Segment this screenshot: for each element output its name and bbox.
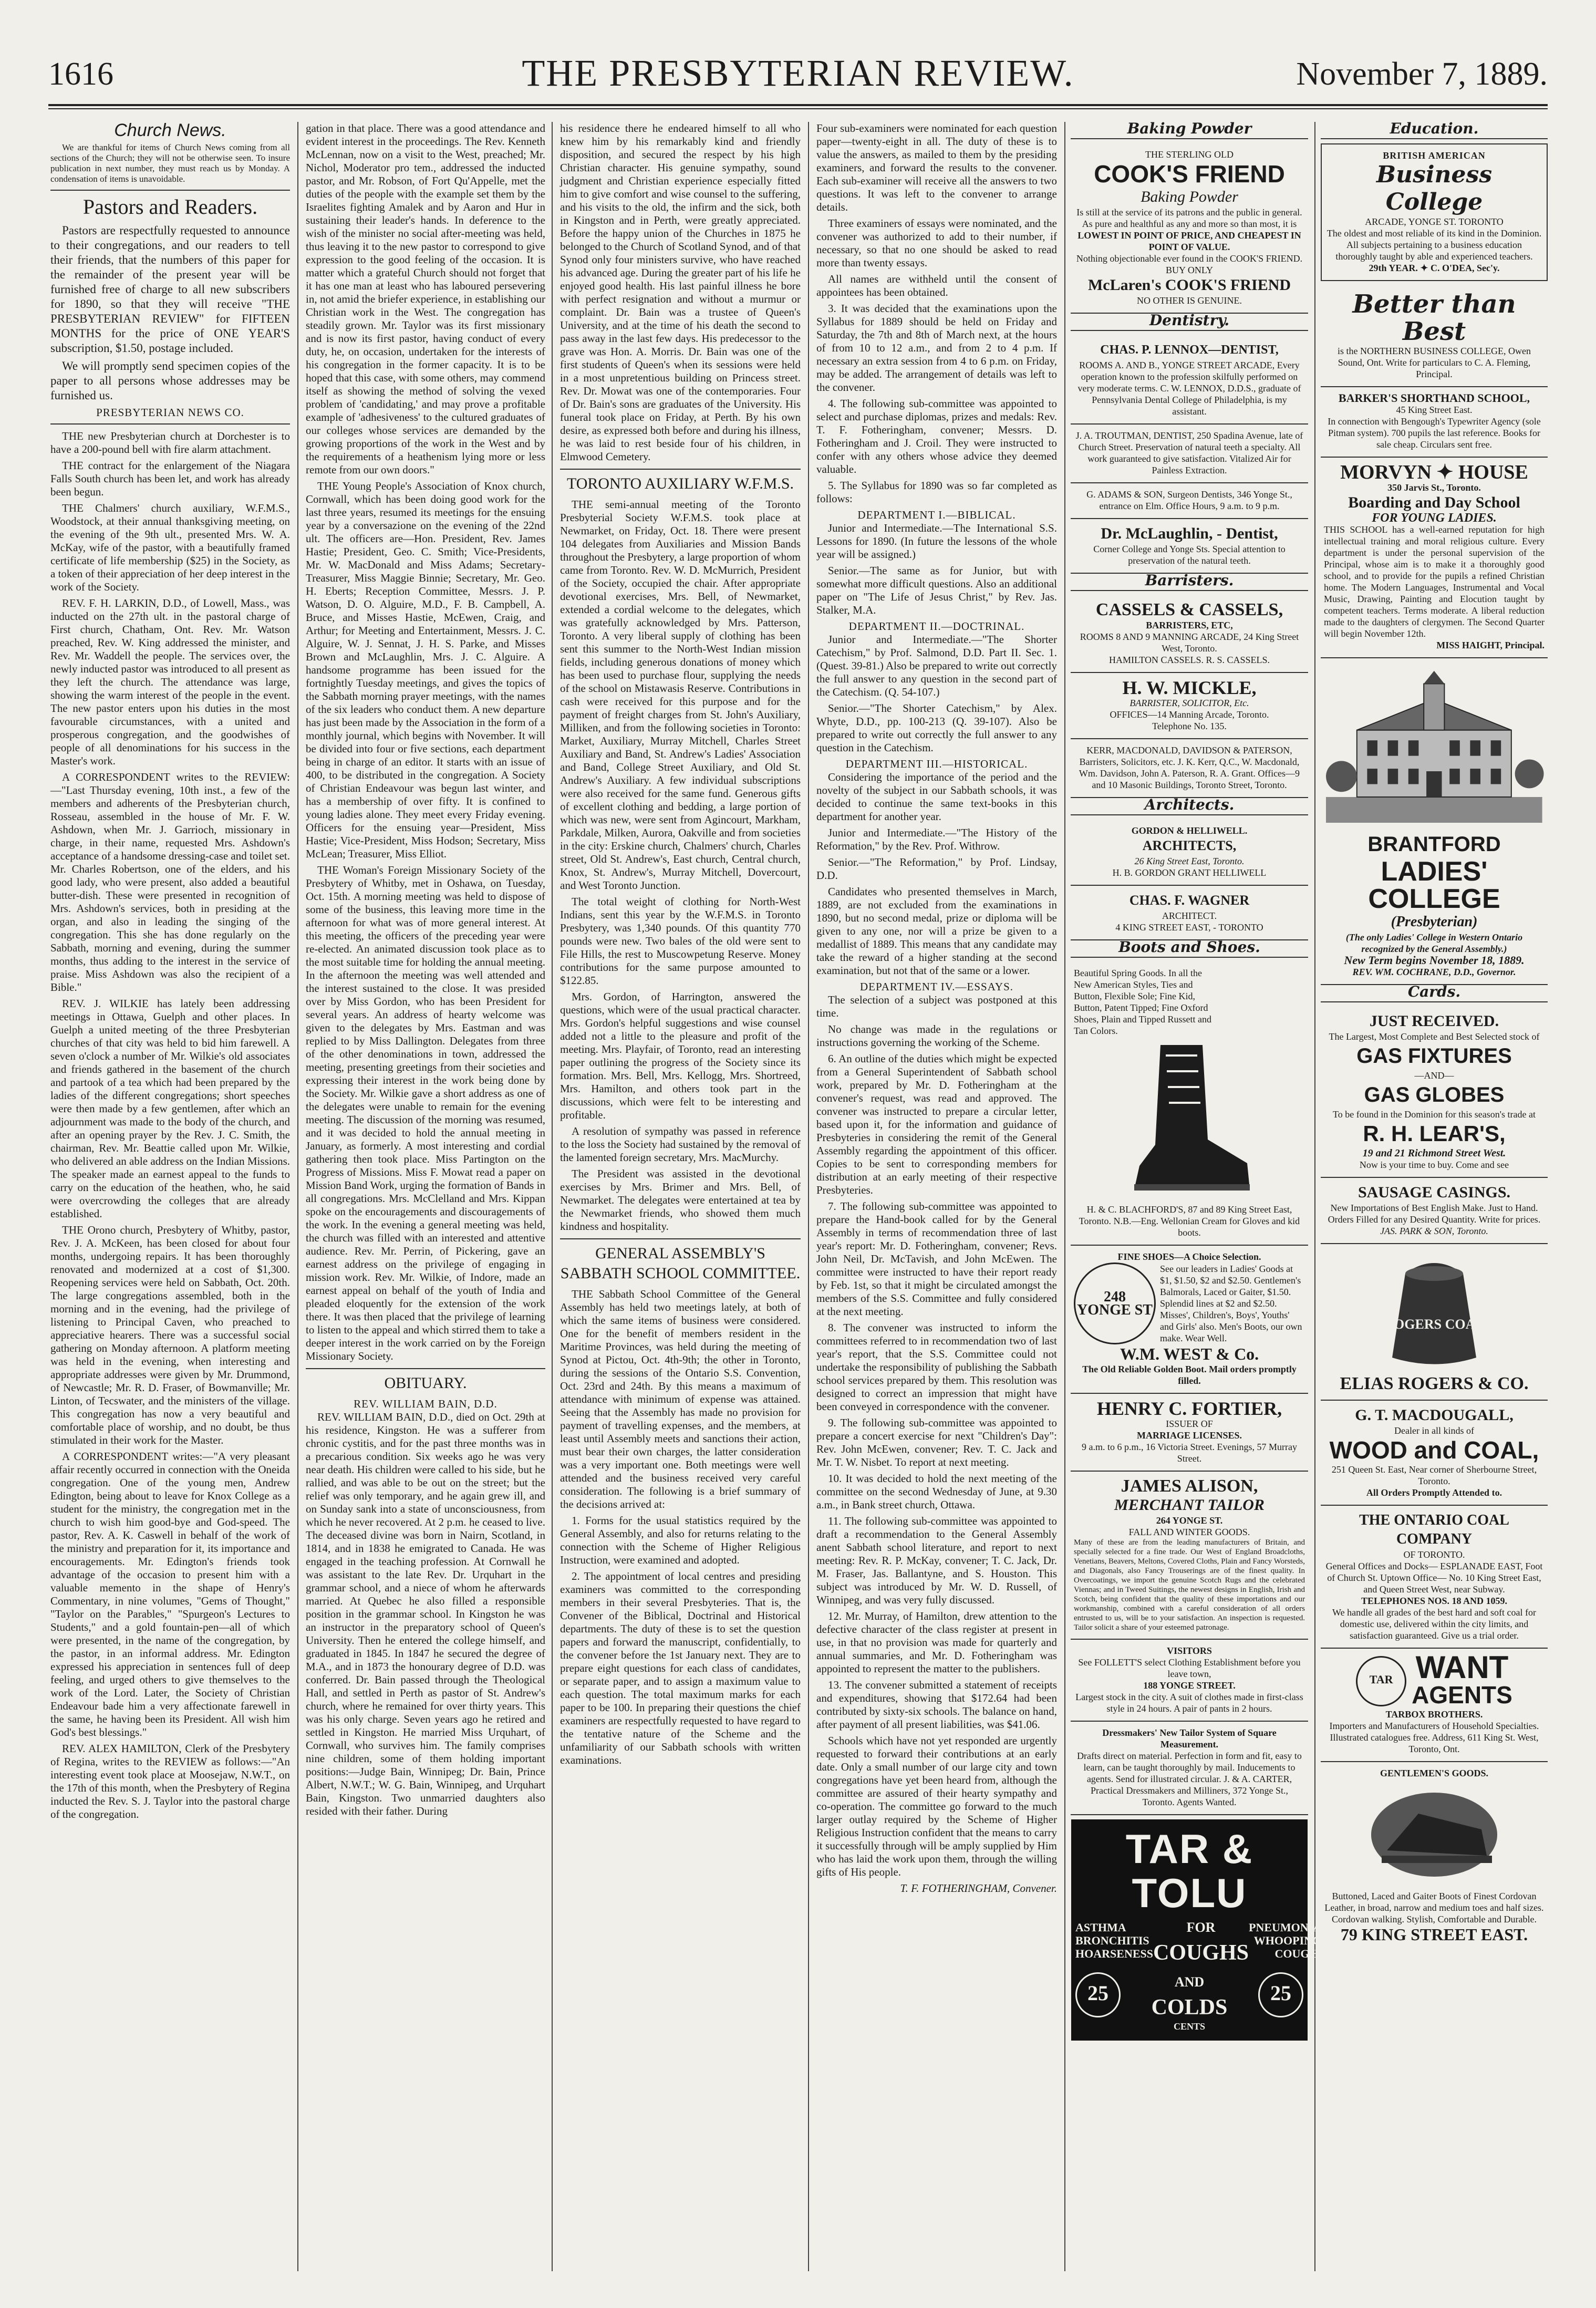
ad-text: COLDS [1151, 1995, 1228, 2020]
ad-title: VISITORS [1167, 1645, 1212, 1656]
article-heading: Pastors and Readers. [50, 190, 290, 219]
ad-text: To be found in the Dominion for this season's trade at [1333, 1109, 1536, 1120]
article-paragraph: Senior.—"The Shorter Catechism," by Alex. Whyte, D.D., pp. 100-213 (Q. 39-107). Also be prepared to write out correctly the full answer to any question in the Catechism. [816, 702, 1057, 754]
article-heading: TORONTO AUXILIARY W.F.M.S. [560, 469, 801, 494]
ad-text: Now is your time to buy. Come and see [1359, 1160, 1509, 1170]
news-item: THE Young People's Association of Knox church, Cornwall, which has been doing good work for the last three years, resumed its meetings for the ensuing year by a conversazione on the evening of the 22nd ult. The officers are—Hon. President, Rev. James Hastie; President, Geo. C. Smith; Vice-Presidents, Mr. W. MacDonald and Miss Adams; Secretary-Treasurer, Miss Maggie Binnie; Secretary, Mr. Geo. H. Eberts; Reception Committee, Messrs. J. P. Watson, D. O. Alguire, M.D., F. B. Campbell, A. Bruce, and Misses Hastie, McEwen, Craig, and Arthur; for Meeting and Entertainment, Messrs. J. C. Alguire, W. J. Sennat, J. H. S. Parke, and Misses Brown and McLaughlin, Mrs. J. C. Alguire. A handsome programme has been issued for the fortnightly Tuesday meetings, and gives the topics of the Sabbath morning prayer meetings, with the names of the six leaders who conduct them. A new departure has just been made by the Association in the form of a monthly journal, which begins with November. It will be divided into four or five sections, each department being in charge of an editor. It starts with an issue of 400, to be distributed in the congregation. A Society of Christian Endeavour was begun last winter, and has a membership of over fifty. It is confined to young ladies alone. They meet every Friday evening. Officers for the ensuing year—President, Miss Hastie; Vice-President, Miss Hodson; Secretary, Miss McLean; Treasurer, Miss Elliot. [306, 480, 545, 860]
ad-title: LADIES' COLLEGE [1368, 856, 1500, 914]
department-heading: DEPARTMENT II.—DOCTRINAL. [848, 620, 1025, 633]
ad-text: LOWEST IN POINT OF PRICE, AND CHEAPEST IN POINT OF VALUE. [1077, 230, 1301, 252]
ad-section-heading: Architects. [1071, 798, 1308, 815]
article-paragraph: 13. The convener submitted a statement of receipts and expenditures, showing that $172.64 had been contributed by sixty-six schools. The balance on hand, after payment of all present liabilities, was $41.06. [816, 1679, 1057, 1731]
obituary-subheading: REV. WILLIAM BAIN, D.D. [354, 1398, 498, 1410]
college-building-illustration [1326, 667, 1542, 824]
ad-text: WHOOPING [1253, 1933, 1322, 1947]
ad-text: BRITISH AMERICAN [1383, 150, 1486, 161]
obituary-heading: OBITUARY. [306, 1368, 545, 1393]
ad-alison [1071, 1472, 1308, 1640]
ad-mickle [1071, 673, 1308, 739]
article-paragraph: The selection of a subject was postponed at this time. [816, 993, 1057, 1019]
column-divider [808, 122, 809, 2271]
ad-ontario-coal [1321, 1506, 1548, 1649]
ad-text: Drafts direct on material. Perfection in form and fit, easy to learn, can be taught thoroughly by mail. Inducements to agents. Send for illustrated circular. J. & A. CARTER, Practical Dressmakers and Milliners, 372 Yonge St., Toronto. Agents Wanted. [1077, 1751, 1302, 1807]
ad-text: COUGH. [1274, 1947, 1322, 1960]
ad-cooks-friend [1071, 143, 1308, 314]
article-paragraph: Considering the importance of the period and the novelty of the subject in our Sabbath schools, it was decided to continue the same text-books in this department for another year. [816, 771, 1057, 823]
column-3 [560, 122, 801, 2281]
ad-text: 188 YONGE STREET. [1143, 1680, 1236, 1691]
ad-subtitle: ISSUER OF [1166, 1419, 1213, 1429]
ad-text: 350 Jarvis St., Toronto. [1387, 482, 1481, 493]
ad-brand: TARBOX BROTHERS. [1385, 1709, 1483, 1720]
ad-british-american [1321, 143, 1548, 281]
ad-text: PNEUMONIA [1249, 1920, 1322, 1934]
ad-text: Telephone No. 135. [1152, 721, 1227, 731]
ad-title: AGENTS [1412, 1681, 1512, 1709]
ad-text: 45 King Street East. [1396, 405, 1473, 415]
ad-section-heading: Boots and Shoes. [1071, 940, 1308, 958]
ad-text: REV. WM. COCHRANE, D.D., Governor. [1352, 967, 1516, 977]
ad-text: ROOMS 8 AND 9 MANNING ARCADE, 24 King Street West, Toronto. [1080, 632, 1299, 654]
ad-text: (The only Ladies' College in Western Ontario recognized by the General Assembly.) [1345, 932, 1523, 954]
ad-text: Is still at the service of its patrons and the public in general. As pure and healthful as any and more so than most, it is [1076, 207, 1302, 229]
signoff: T. F. FOTHERINGHAM, Convener. [900, 1882, 1057, 1895]
ad-title: G. T. MACDOUGALL, [1355, 1406, 1514, 1424]
ad-text: HOARSENESS [1075, 1947, 1153, 1960]
ad-title: JAMES ALISON, [1121, 1476, 1258, 1496]
ad-title: BARKER'S SHORTHAND SCHOOL, [1338, 391, 1530, 405]
ad-tarbox [1321, 1649, 1548, 1762]
ad-title: GORDON & HELLIWELL. [1131, 825, 1248, 836]
ad-wagner [1071, 886, 1308, 940]
ad-title: GAS FIXTURES [1356, 1044, 1512, 1068]
ad-fortier [1071, 1394, 1308, 1472]
news-item: THE new Presbyterian church at Dorchester is to have a 200-pound bell with fire alarm attachment. [50, 430, 290, 456]
article-paragraph: Senior.—The same as for Junior, but with somewhat more difficult questions. Also an additional paper on "The Life of Jesus Christ," by Rev. Jas. Stalker, M.A. [816, 564, 1057, 616]
ad-text: FOR [1186, 1920, 1216, 1935]
ad-text: CENTS [1173, 2021, 1206, 2032]
news-item: THE Orono church, Presbytery of Whitby, pastor, Rev. J. A. McKeen, has been closed for about four months, undergoing repairs. It has been thoroughly renovated and modernized at a cost of $1,300. Reopening services were held on Sabbath, Oct. 20th. The large congregations assembled, both in the morning and in the evening, had the privilege of listening to Principal Caven, who preached to appreciative hearers. There was a successful social gathering on Monday afternoon. A platform meeting was held in the evening, when interesting and appropriate addresses were given by Mr. Drummond, of Newcastle; Mr. R. D. Fraser, of Bowmanville; Mr. Linton, of Tecswater, and the ministers of the village. This congregation has now a very beautiful and comfortable place of worship, and no doubt, be thus stimulated in their work for the Master. [50, 1224, 290, 1446]
ad-subtitle: BARRISTERS, ETC, [1146, 620, 1233, 630]
ad-text: Largest stock in the city. A suit of clothes made in first-class style in 24 hours. A pair of pants in 2 hours. [1075, 1692, 1303, 1714]
ad-title: TAR & TOLU [1125, 1826, 1253, 1916]
page-header [48, 46, 1548, 95]
ad-text: 264 YONGE ST. [1156, 1515, 1223, 1526]
section-title: Church News. [114, 120, 226, 140]
news-item: gation in that place. There was a good attendance and evident interest in the proceedings. The Rev. Kenneth McLennan, now on a visit to the West, preached; Mr. Nichol, Moderator pro tem., addressed the inducted pastor, and Mr. Robson, of Fort Qu'Appelle, met the duties of the people with the example set them by the Israelites fighting Amalek and by Aaron and Hur in sustaining their leader's hands. In deference to the wish of the minister no social after-meeting was held, thus leaving it to the new pastor to correspond to give expression to the good feeling of the occasion. It is matter which a grateful Church should not forget that it has one man at least who has laboured persevering in, not amid the briefer experience, in establishing our Christian work in the West. The congregation has steadily grown. Mr. Taylor was its first missionary and is now its first pastor, having conduct of every duty, he, on occasion, undertaken for the interests of his congregation in the former capacity. It is to be hoped that this case, with some others, may commend itself as showing the method of solving the vexed problem of 'candidating,' and may prove a profitable example of 'adhesiveness' to the cultured graduates of our colleges whose services are demanded by the growing proportions of the work in the West and by the requirements of a heathenism lying more or less remote from our own doors." [306, 122, 545, 476]
article-paragraph: 12. Mr. Murray, of Hamilton, drew attention to the defective character of the class register at present in use, in that no provision was made for quarterly and annual summaries, and Mr. D. Fotheringham was appointed to represent the matter to the publishers. [816, 1610, 1057, 1675]
article-paragraph: 9. The following sub-committee was appointed to prepare a concert exercise for next "Children's Day": Rev. John McEwen, convener; Rev. T. C. Jack and Mr. T. W. Nisbet. To report at next meeting. [816, 1416, 1057, 1468]
column-1 [50, 122, 290, 2281]
ad-text: Buttoned, Laced and Gaiter Boots of Finest Cordovan Leather, in broad, narrow and medium toes and half sizes. Cordovan walking. Stylish, Comfortable and Durable. [1324, 1891, 1544, 1924]
article-paragraph: 7. The following sub-committee was appointed to prepare the Hand-book called for by the General Assembly in terms of recommendation three of last year's report: Mr. D. Fotheringham, convener; Revs. John Neil, Dr. McTavish, and John McEwen. The committee were instructed to have their report ready by Feb. 1st, so that it might be circulated amongst the members of the S.S. Committee and fully considered at the next meeting. [816, 1200, 1057, 1318]
ad-title: MORVYN ✦ HOUSE [1340, 461, 1528, 483]
article-paragraph: 5. The Syllabus for 1890 was so far completed as follows: [816, 479, 1057, 505]
ad-follett [1071, 1640, 1308, 1722]
ad-text: —AND— [1414, 1070, 1454, 1081]
ad-dressmakers [1071, 1722, 1308, 1815]
ad-text: COUGHS [1153, 1941, 1249, 1965]
ad-title: Dr. McLaughlin, - Dentist, [1101, 525, 1278, 542]
ad-text: is the NORTHERN BUSINESS COLLEGE, Owen Sound, Ont. Write for particulars to C. A. Fleming, Principal. [1338, 346, 1531, 379]
ad-title: Better than Best [1352, 289, 1516, 346]
article-paragraph: 1. Forms for the usual statistics required by the General Assembly, and also for returns relating to the connection with the Scheme of Higher Religious Instruction, were examined and adopted. [560, 1514, 801, 1566]
ad-subtitle: Boarding and Day School [1348, 494, 1520, 511]
ad-text: Importers and Manufacturers of Household Specialties. Illustrated catalogues free. Address, 611 King St. West, Toronto, Ont. [1329, 1721, 1539, 1754]
ad-text: OFFICES—14 Manning Arcade, Toronto. [1110, 709, 1269, 720]
ad-brand: W.M. WEST & Co. [1120, 1344, 1259, 1363]
ad-text: G. ADAMS & SON, Surgeon Dentists, 346 Yonge St., entrance on Elm. Office Hours, 9 a.m. to 9 p.m. [1086, 489, 1292, 511]
ad-text: BRONCHITIS [1075, 1933, 1149, 1947]
ad-text: THE STERLING OLD [1145, 149, 1234, 160]
ad-title: WANT [1415, 1650, 1509, 1685]
news-item: A CORRESPONDENT writes:—"A very pleasant affair recently occurred in connection with the Oneida congregation. One of the young men, Andrew Edington, being about to leave for Knox College as a student for the ministry, the congregation met in the church to wish him good-bye and God-speed. The pastor, Rev. A. K. Caswell in behalf of the work of the ministry and preparation for it, its importance and encouragements. Mr. Edington's friends took advantage of the occasion to present him with a valuable memento in the shape of Henry's Commentary, in nine volumes, "Gems of Thought," "Taylor on the Parables," "Spurgeon's Lectures to Students," and a gold fountain-pen—all of which were presented, in the name of the congregation, by the pastor, in an informal address. Mr. Edington expressed his appreciation in sentences full of deep feeling, and urged others to give themselves to the work of the Lord. Later, the Society of Christian Endeavour bade him a very affectionate farewell in the same, he having been its President. All wish him God's best blessings." [50, 1450, 290, 1738]
ad-title: ROGERS COAL [1384, 1317, 1485, 1332]
ad-west [1071, 1246, 1308, 1394]
ad-text: General Offices and Docks— ESPLANADE EAST, Foot of Church St. Uptown Office— No. 10 King Street East, and Queen Street West, near Subway. [1325, 1561, 1543, 1595]
ad-lennox [1071, 335, 1308, 425]
ad-subtitle: ARCHITECTS, [1142, 838, 1237, 853]
article-paragraph: 8. The convener was instructed to inform the committees referred to in recommendation two of last year's report, that the S.S. Committee could not undertake the responsibility of publishing the Sabbath school services prepared by them. This resolution was designed to correct an impression that might have been conveyed in correspondence with the convener. [816, 1321, 1057, 1413]
article-paragraph: THE Sabbath School Committee of the General Assembly has held two meetings lately, at both of which the same items of business were considered. One for the benefit of members resident in the Maritime Provinces, was held during the meeting of Synod at Pictou, Oct. 4th-9th; the other in Toronto, during the sessions of the Ontario S.S. Convention, Oct. 23rd and 24th. By this means a maximum of attendance with minimum of expense was attained. Seeing that the Assembly has made no provision for payment of travelling expenses, and the members, at least until Assembly meets and sanctions their action, must bear their own charges, the latter consideration was a very important one. Both meetings were well attended and the business received very careful consideration. The following is a brief summary of the decisions arrived at: [560, 1288, 801, 1510]
article-paragraph: 11. The following sub-committee was appointed to draft a recommendation to the General Assembly anent Sabbath school literature, and report to next meeting: Rev. R. P. McKay, convener; T. C. Jack, Dr. M. Fraser, Jas. Ballantyne, and S. Houston. This subject was introduced by Mr. W. D. Russell, of Winnipeg, and was very fully discussed. [816, 1515, 1057, 1606]
store-sign: 248 YONGE ST [1074, 1262, 1156, 1344]
ad-subtitle: (Presbyterian) [1391, 914, 1478, 930]
ad-text: MISS HAIGHT, Principal. [1436, 640, 1545, 650]
ad-brand: 79 KING STREET EAST. [1340, 1925, 1528, 1944]
article-paragraph: 2. The appointment of local centres and presiding examiners was committed to the corresponding members in their several Presbyteries. That is, the Convener of the Biblical, Doctrinal and Historical departments. The duty of these is to set the question papers and forward the manuscript, confidentially, to the convener before the 1st January next. They are to prepare eight questions for each class of candidates, or separate paper, and to assign a maximum value to each question. The total maximum marks for each paper to be 100. In preparing their questions the chief examiners are respectfully requested to have regard to the tentative nature of the Scheme and the unfamiliarity of our Sabbath schools with written examinations. [560, 1570, 801, 1766]
news-item: REV. J. WILKIE has lately been addressing meetings in Ottawa, Guelph and other places. In Guelph a united meeting of the three Presbyterian churches of that city was held to bid him farewell. A seven o'clock a number of Mr. Wilkie's old associates and friends gathered in the basement of the church and partook of a tea which had been prepared by the ladies of the different congregations; short speeches were then made by a few gentlemen, after which an adjournment was made to the body of the church, and after an opening prayer by the Rev. J. C. Smith, the chairman, Rev. Mr. Beattie called upon Mr. Wilkie, who delivered an able address on the Indian Missions. The speaker made an earnest appeal to the funds to carry on the education of the heathen, who, he said were overcrowding the colleges that are already established. [50, 997, 290, 1220]
ad-brand: ELIAS ROGERS & CO. [1340, 1374, 1529, 1393]
ad-title: COOK'S FRIEND [1094, 160, 1285, 188]
article-paragraph: Candidates who presented themselves in March, 1889, are not excluded from the examinations in 1890, but no second medal, prize or diploma will be given to any one, nor will a prize be given to a medallist of 1889. This means that any candidate may take the reward of a higher standing at the second examination, but not that of the same or a lower. [816, 885, 1057, 977]
ad-text: 19 and 21 Richmond Street West. [1362, 1147, 1506, 1159]
article-paragraph: Junior and Intermediate.—"The Shorter Catechism," by Prof. Salmond, D.D. Part II. Sec. 1. (Quest. 39-81.) Also be prepared to write out correctly the full answer to any question in the second part of the Catechism. (Q. 54-107.) [816, 633, 1057, 698]
department-heading: DEPARTMENT III.—HISTORICAL. [845, 758, 1028, 770]
column-divider [1064, 122, 1065, 2271]
ad-text: The oldest and most reliable of its kind in the Dominion. All subjects pertaining to a business education thoroughly taught by able and experienced teachers. [1326, 228, 1542, 262]
ad-text: HAMILTON CASSELS. R. S. CASSELS. [1108, 655, 1270, 665]
ad-tar-tolu [1071, 1819, 1322, 2041]
header-rule [48, 104, 1548, 106]
news-item: THE Chalmers' church auxiliary, W.F.M.S., Woodstock, at their annual thanksgiving meeting, on the evening of the 9th ult., presented Mrs. W. A. McKay, wife of the pastor, with a beautifully framed certificate of life membership ($25) in the Society, as a token of their appreciation of her deep interest in the work of the Society. [50, 502, 290, 593]
article-paragraph: Four sub-examiners were nominated for each question paper—twenty-eight in all. The duty of these is to value the answers, as mailed to them by the presiding examiners, and forward the results to the convener. Each sub-examiner will receive all the answers to two questions. It was left to the convener to arrange details. [816, 122, 1057, 213]
article-heading: GENERAL ASSEMBLY'S SABBATH SCHOOL COMMITTEE. [560, 1238, 801, 1284]
article-paragraph: 10. It was decided to hold the next meeting of the committee on the second Wednesday of June, at 9.30 a.m., in Bank street church, Ottawa. [816, 1472, 1057, 1511]
article-paragraph: 3. It was decided that the examinations upon the Syllabus for 1889 should be held on Friday and Saturday, the 7th and 8th of March next, at the hours of from 10 to 12 a.m., and from 2 to 4 p.m. If necessary an extra session from 4 to 6 p.m. on Friday, may be added. The arrangement of details was left to the convener. [816, 302, 1057, 394]
ad-adams [1071, 483, 1308, 519]
ad-title: CHAS. P. LENNOX—DENTIST, [1100, 343, 1279, 357]
ad-lear [1321, 1007, 1548, 1178]
issue-date: November 7, 1889. [1296, 56, 1548, 92]
obituary-text: REV. WILLIAM BAIN, D.D., died on Oct. 29th at his residence, Kingston. He was a sufferer from chronic cystitis, and for the past three months was in a precarious condition. Six weeks ago he was very near death. His children were called to his side, but he rallied, and was able to be out on the street; but the relief was only temporary, and he again grew ill, and on Sunday sank into a state of unconsciousness, from which he never recovered. At 2 p.m. he ceased to live. The deceased divine was born in Nairn, Scotland, in 1814, and in 1838 he emigrated to Canada. He was engaged in the teaching profession. At Cornwall he was assistant to the late Rev. Dr. Urquhart in the grammar school, and a niece of whom he afterwards married. At Quebec he also filled a responsible position in the grammar school. In Kingston he was an instructor in the preparatory school of Queen's University. Then he entered the college himself, and graduated in 1845. In 1847 he secured the degree of M.A., and in 1873 the honourary degree of D.D. was conferred. Dr. Bain passed through the Theological Hall, and settled in Perth as pastor of St. Andrew's church, where he remained for over thirty years. This was his only charge. Seven years ago he retired and settled in Kingston. He married Miss Urquhart, of Cornwall, who survives him. The family comprises nine children, some of them holding important positions:—Judge Bain, Winnipeg; Dr. Bain, Prince Albert, N.W.T.; W. G. Bain, Winnipeg, and Urquhart Bain, Kingston. Two unmarried daughters also resided with their father. During [306, 1411, 545, 1817]
ad-text: The Largest, Most Complete and Best Selected stock of [1329, 1031, 1540, 1042]
ad-text: The Old Reliable Golden Boot. Mail orders promptly filled. [1082, 1364, 1297, 1386]
price-badge: 25 [1258, 1972, 1303, 2017]
ad-text: ARCADE, YONGE ST. TORONTO [1365, 216, 1504, 227]
article-paragraph: Senior.—"The Reformation," by Prof. Lindsay, D.D. [816, 856, 1057, 882]
section-note: We are thankful for items of Church News coming from all sections of the Church; they will not be otherwise seen. To insure publication in next number, they must reach us by Monday. A condensation of items is unavoidable. [50, 142, 290, 184]
ad-title: GAS GLOBES [1364, 1083, 1505, 1106]
ad-section-heading: Cards. [1321, 985, 1548, 1002]
article-paragraph: 4. The following sub-committee was appointed to select and purchase diplomas, prizes and medals: Rev. T. F. Fotheringham, convener; Messrs. D. Fotheringham and J. Croil. They were instructed to confer with any others whose advice they deemed valuable. [816, 397, 1057, 475]
ad-text: THIS SCHOOL has a well-earned reputation for high intellectual training and moral religious culture. Every department is under the personal supervision of the Principal, whose aim is to make it a thoroughly good school, and to provide for the pupils a refined Christian home. The Modern Languages, Instrumental and Vocal Music, Drawing, Painting and Elocution taught by competent teachers. Terms moderate. A liberal reduction made to the daughters of clergymen. The Second Quarter will begin November 12th. [1324, 524, 1545, 639]
ad-troutman [1071, 425, 1308, 483]
article-paragraph: 6. An outline of the duties which might be expected from a General Superintendent of Sabbath school work, prepared by Mr. D. Fotheringham at the convener's request, was read and approved. The convener was instructed to prepare a circular letter, based upon it, for the information and guidance of Presbyteries in considering the remit of the General Assembly regarding the appointment of this officer. Copies to be sent to corresponding members for distribution at an early meeting of their respective Presbyteries. [816, 1052, 1057, 1196]
price-badge: 25 [1075, 1972, 1121, 2017]
ad-northern [1321, 285, 1548, 387]
ad-text: All Orders Promptly Attended to. [1366, 1487, 1502, 1498]
ad-text: Nothing objectionable ever found in the COOK'S FRIEND. BUY ONLY [1076, 253, 1303, 275]
article-paragraph: A resolution of sympathy was passed in reference to the loss the Society had sustained by the removal of the lamented foreign secretary, Mrs. MacMurchy. [560, 1125, 801, 1164]
column-divider [552, 122, 553, 2271]
ad-title: H. W. MICKLE, [1122, 677, 1257, 698]
ad-title: JUST RECEIVED. [1369, 1012, 1499, 1030]
department-heading: DEPARTMENT I.—BIBLICAL. [857, 509, 1016, 521]
ad-text: 251 Queen St. East, Near corner of Sherbourne Street, Toronto. [1331, 1464, 1537, 1486]
column-2 [306, 122, 545, 2281]
news-item: A CORRESPONDENT writes to the REVIEW:—"Last Thursday evening, 10th inst., a few of the members and adherents of the Presbyterian church, Rosseau, assembled in the house of Mr. F. W. Ashdown, when Mr. J. Garrioch, missionary in charge, in their name, requested Mrs. Ashdown's acceptance of a handsome dressing-case and toilet set. Mr. Charles Robertson, one of the elders, and his good lady, who were present, also added a beautiful butter-dish. These were presented in recognition of Mrs. Ashdown's services, both in presiding at the organ, and also in leading the singing of the congregation. This she has done regularly on the Sabbath, morning and evening, during the summer months, thus adding to the interest in the service of praise. Miss Ashdown was also the recipient of a Bible." [50, 771, 290, 993]
ad-text: Many of these are from the leading manufacturers of Britain, and specially selected for a fine trade. Our West of England Broadcloths, Venetians, Beavers, Meltons, Covered Cloths, Plain and Fancy Worsteds, and Diagonals, also Fancy Trouserings are of the finest quality. In Overcoatings, we import the genuine Scotch Rugs and the celebrated Viennas; and in Tweed Suitings, the newest designs in English, Irish and Scotch, being confident that the quality of these importations and our workmanship, combined with a careful consideration of all orders entrusted to us, will be to your satisfaction. An inspection is requested. Tailor solicit a share of your esteemed patronage. [1074, 1538, 1305, 1632]
header-rule-thin [48, 108, 1548, 109]
ad-text: We handle all grades of the best hard and soft coal for domestic use, delivered within the city limits, and satisfaction guaranteed. Give us a trial order. [1332, 1607, 1536, 1641]
ad-text: H. B. GORDON GRANT HELLIWELL [1112, 867, 1267, 878]
ad-subtitle: BARRISTER, SOLICITOR, Etc. [1129, 698, 1249, 708]
article-paragraph: Schools which have not yet responded are urgently requested to forward their contributions at an early date. Only a small number of our large city and town congregations have yet been heard from, although the committee are assured of their hearty sympathy and co-operation. The committee go forward to the much larger outlay required by the Scheme of Higher Religious Instruction confident that the means to carry it successfully through will be amply supplied by Him who has laid the work upon them, through the willing gifts of His people. [816, 1734, 1057, 1878]
ad-brantford [1321, 658, 1548, 985]
ad-sausage [1321, 1178, 1548, 1244]
ad-text: H. & C. BLACHFORD'S, 87 and 89 King Street East, Toronto. N.B.—Eng. Wellonian Cream for Gloves and kid boots. [1079, 1204, 1300, 1238]
ad-title: BRANTFORD [1367, 833, 1501, 856]
ad-section-heading: Baking Powder [1071, 122, 1308, 139]
article-paragraph: The President was assisted in the devotional exercises by Mrs. Brimer and Mrs. Bell, of Newmarket. The delegates were entertained at tea by the Newmarket friends, who showed them much kindness and hospitality. [560, 1167, 801, 1233]
ad-title: THE ONTARIO COAL COMPANY [1359, 1512, 1509, 1547]
ad-subtitle: MARRIAGE LICENSES. [1136, 1430, 1242, 1441]
ad-text: NO OTHER IS GENUINE. [1137, 295, 1242, 306]
ad-text: TELEPHONES NOS. 18 AND 1059. [1361, 1596, 1508, 1606]
column-4 [816, 122, 1057, 2281]
ad-title: WOOD and COAL, [1329, 1436, 1539, 1464]
ad-macdougall [1321, 1401, 1548, 1506]
ad-brand: McLaren's COOK'S FRIEND [1087, 276, 1291, 294]
ad-text: Corner College and Yonge Sts. Special attention to preservation of the natural teeth. [1093, 544, 1286, 566]
ad-text: See our leaders in Ladies' Goods at $1, $1.50, $2 and $2.50. Gentlemen's Balmorals, Laced or Gaiter, $1.50. Splendid lines at $2 and $2.50. Misses', Children's, Boys', Youths' and Girls' also. Men's Boots, our own make. Wear Well. [1160, 1264, 1302, 1343]
ad-barker [1321, 387, 1548, 458]
ad-cassels [1071, 595, 1308, 673]
signature: PRESBYTERIAN NEWS CO. [50, 406, 290, 425]
ad-section-heading: Education. [1321, 122, 1548, 139]
ad-text: ASTHMA [1075, 1920, 1126, 1934]
ad-morvyn [1321, 458, 1548, 658]
ad-title: Dressmakers' New Tailor System of Square Measurement. [1102, 1727, 1277, 1750]
article-paragraph: THE semi-annual meeting of the Toronto Presbyterial Society W.F.M.S. took place at Newmarket, on Friday, Oct. 18. There were present 104 delegates from Auxiliaries and Mission Bands throughout the Presbytery, a large proportion of whom came from Toronto. Rev. W. D. McMurrich, President of the Society, occupied the chair. After appropriate devotional exercises, Mrs. Bell, of Newmarket, extended a cordial welcome to the delegates, which was gratefully acknowledged by Mrs. Patterson, Toronto. A very liberal supply of clothing has been sent this summer to the North-West Indian mission fields, including generous donations of money which has been used to purchase flour, supplying the needs of the school on Mistawasis Reserve. Contributions in cash were received for this purpose and for the payment of freight charges from St. John's Auxiliary, Milliken, and from the following societies in Toronto: Market, Auxiliary, Murray Mitchell, Charles Street Auxiliary and Band, St. Andrew's Ladies' Association and Band, College Street Auxiliary, and Old St. Andrew's Auxiliary. A few individual subscriptions were also received for the same fund. Generous gifts of excellent clothing and bedding, a large portion of which was new, were sent from Agincourt, Markham, Parkdale, Milken, Aurora, Oakville and from societies in the city: Erskine church, Chalmers' church, Charles street, Old St. Andrew's, East church, Central church, Knox, St. Andrew's, Murray Mitchell, Dovercourt, and West Toronto Junction. [560, 498, 801, 892]
ad-kerr [1071, 739, 1308, 798]
ad-title: CHAS. F. WAGNER [1129, 893, 1250, 908]
ad-text: AND [1174, 1974, 1205, 1990]
department-heading: DEPARTMENT IV.—ESSAYS. [859, 980, 1014, 993]
obituary-text: his residence there he endeared himself to all who knew him by his remarkably kind and friendly disposition, and secured the respect by his high Christian character. His genuine sympathy, sound judgment and Christian experience especially fitted him to give comfort and wise counsel to the suffering, and his visits to the old, the infirm and the sick, both in Kingston and in Perth, were greatly appreciated. Before the happy union of the Churches in 1875 he belonged to the Church of Scotland Synod, and of that Synod only four ministers survive, who have reached his advanced age. During the greater part of his life he enjoyed good health. His last painful illness he bore with perfect resignation and without a murmur or complaint. Dr. Bain was a trustee of Queen's University, and at the time of his death the second to pass away in the last few days. His predecessor to the grave was Hon. A. Morris. Dr. Bain was one of the first students of Queen's when its sessions were held in a most unpretentious building on Princess street. Rev. Dr. Mowat was one of the contemporaries. Four of Dr. Bain's sons are graduates of the University. His funeral took place on Friday, at Perth. By his own desire, as expressed both before and during his illness, he was laid to rest beside four of his children, in Elmwood Cemetery. [560, 122, 801, 463]
ad-text: New Importations of Best English Make. Just to Hand. Orders Filled for any Desired Quantity. Write for prices. [1328, 1203, 1541, 1225]
article-paragraph: Three examiners of essays were nominated, and the convener was authorized to add to their number, if necessary, so that no one should be asked to read more than twenty essays. [816, 217, 1057, 269]
boot-illustration [1124, 1040, 1255, 1197]
ad-brand: R. H. LEAR'S, [1363, 1121, 1506, 1146]
article-paragraph: Junior and Intermediate.—The International S.S. Lessons for 1890. (In future the lessons of the whole year will be assigned.) [816, 522, 1057, 561]
ad-title: GENTLEMEN'S GOODS. [1380, 1768, 1489, 1778]
ad-title: SAUSAGE CASINGS. [1357, 1184, 1511, 1201]
ad-subtitle: FOR YOUNG LADIES. [1372, 511, 1497, 525]
ad-title: CASSELS & CASSELS, [1095, 600, 1283, 619]
ad-subtitle: ARCHITECT. [1162, 910, 1217, 921]
column-divider [297, 122, 298, 2271]
ad-title: HENRY C. FORTIER, [1096, 1398, 1282, 1419]
ad-text: ROOMS A. AND B., YONGE STREET ARCADE, Every operation known to the profession skilfully performed on very moderate terms. C. W. LENNOX, D.D.S., graduate of Pennsylvania Dental College of Philadelphia, is my assistant. [1077, 360, 1301, 417]
article-paragraph: Pastors are respectfully requested to announce to their congregations, and our readers to tell their friends, that the numbers of this paper for the remainder of the present year will be furnished free of charge to all new subscribers for 1890, so that they will receive "THE PRESBYTERIAN REVIEW" for FIFTEEN MONTHS for the price of ONE YEAR'S subscription, $1.50, postage included. [50, 224, 290, 355]
ad-title: FINE SHOES—A Choice Selection. [1117, 1251, 1261, 1262]
ad-blachford [1071, 962, 1308, 1246]
ad-text: KERR, MACDONALD, DAVIDSON & PATERSON, Barristers, Solicitors, etc. J. K. Kerr, Q.C., W. Macdonald, Wm. Davidson, John A. Paterson, R. A. Grant. Offices—9 and 10 Masonic Buildings, Toronto Street, Toronto. [1079, 745, 1300, 790]
ad-mclaughlin [1071, 519, 1308, 574]
article-paragraph: No change was made in the regulations or instructions governing the working of the Scheme. [816, 1023, 1057, 1049]
ad-section-heading: Barristers. [1071, 574, 1308, 591]
article-paragraph: Mrs. Gordon, of Harrington, answered the questions, which were of the usual practical character. Mrs. Gordon's helpful suggestions and wise counsel added not a little to the pleasure and profit of the meeting. Mrs. Playfair, of Toronto, read an interesting paper outlining the progress of the Society since its formation. Mrs. Bell, Mrs. Kellogg, Mrs. Shortreed, Mrs. Hamilton, and others took part in the discussions, which were felt to be interesting and profitable. [560, 990, 801, 1121]
article-paragraph: We will promptly send specimen copies of the paper to all persons whose addresses may be furnished us. [50, 359, 290, 402]
news-item: THE Woman's Foreign Missionary Society of the Presbytery of Whitby, met in Oshawa, on Tuesday, Oct. 15th. A morning meeting was held to dispose of some of the business, this leaving more time in the afternoon for what was of more general interest. At this meeting, the officers of the preceding year were re-elected. An animated discussion took place as to the most suitable time for holding the annual meeting. In the afternoon the meeting was well attended and the interest sustained to the close. It was presided over by Miss Gordon, who has been President for several years. An address of hearty welcome was given to the delegates by Mrs. Eastman and was replied to by Miss Dallington. Delegates from three of the other denominations in town, addressed the meeting, presenting greetings from their societies and expressing their interest in the work being done by the Society. Mr. Wilkie gave a short address as one of the delegates were unable to remain for the evening meeting. The discussion of the morning was resumed, and it was decided to hold the annual meeting in January, as formerly. A most interesting and cordial gathering then took place. Miss Partington on the Progress of Missions. Miss F. Mowat read a paper on Mission Band Work, urging the formation of Bands in all congregations. Mrs. McClelland and Mrs. Kippan spoke on the encouragements and discouragements of the work. In the evening a general meeting was held, the church was filled with an interested and attentive audience. Rev. Mr. Perrin, of Pickering, gave an earnest address on the privilege of engaging in mission work. Rev. Mr. Wilkie, of Indore, made an earnest appeal on behalf of the youth of India and pleaded eloquently for the extension of the work there. It was then placed that the privilege of learning to listen to the appeal and which stirred them to take a deeper interest in the work carried on by the Foreign Missionary Society. [306, 864, 545, 1362]
ad-text: See FOLLETT'S select Clothing Establishment before you leave town, [1078, 1657, 1301, 1679]
news-item: REV. ALEX HAMILTON, Clerk of the Presbytery of Regina, writes to the REVIEW as follows:—"An interesting event took place at Moosejaw, N.W.T., on the 17th of this month, when the Presbytery of Regina inducted the Rev. S. J. Taylor into the pastoral charge of the congregation. [50, 1742, 290, 1820]
masthead-title: THE PRESBYTERIAN REVIEW. [522, 52, 1074, 94]
ad-rogers [1321, 1244, 1548, 1401]
news-item: THE contract for the enlargement of the Niagara Falls South church has been let, and work has already been begun. [50, 459, 290, 498]
ad-text: 26 King Street East, Toronto. [1134, 856, 1245, 866]
ad-subtitle: Baking Powder [1141, 188, 1238, 205]
ad-subtitle: MERCHANT TAILOR [1114, 1496, 1265, 1514]
column-5-ads [1071, 120, 1322, 2281]
logo-icon: TAR [1356, 1656, 1406, 1706]
ad-text: New Term begins November 18, 1889. [1344, 954, 1525, 967]
ad-text: OF TORONTO. [1403, 1549, 1465, 1560]
coal-bag-illustration [1384, 1253, 1484, 1368]
news-item: REV. F. H. LARKIN, D.D., of Lowell, Mass., was inducted on the 27th ult. in the pastoral charge of First church, Chatham, Ont. Rev. Mr. Watson preached, Rev. W. King addressed the minister, and Rev. Mr. Waddell the people. The services over, the newly inducted pastor was introduced to all present as they left the church. The attendance was large, showing the warm interest of the people in the event. The new pastor enters upon his duties in the most favourable circumstances, with a united and prosperous congregation, and the goodwishes of people of all denominations for his success in the Master's work. [50, 597, 290, 767]
ad-text: 29th YEAR. ✦ C. O'DEA, Sec'y. [1369, 263, 1500, 273]
column-6-ads [1321, 122, 1548, 2281]
article-paragraph: The total weight of clothing for North-West Indians, sent this year by the W.F.M.S. in Toronto Presbytery, was 1,340 pounds. Of this quantity 770 pounds were new. Two bales of the old were sent to File Hills, the rest to Muscowpetung Reserve. Money contributions for the same purpose amounted to $122.85. [560, 895, 801, 987]
ad-text: 4 KING STREET EAST, - TORONTO [1115, 922, 1263, 933]
ad-title: Business College [1376, 161, 1493, 215]
ad-text: In connection with Bengough's Typewriter Agency (sole Pitman system). 700 pupils the last reference. Books for sale cheap. Circulars sent free. [1328, 416, 1541, 450]
ad-text: Beautiful Spring Goods. In all the New American Styles, Ties and Button, Flexible Sole; Fine Kid, Button, Patent Tipped; Fine Oxford Shoes, Plain and Tipped Russett and Tan Colors. [1074, 968, 1212, 1036]
ad-text: 9 a.m. to 6 p.m., 16 Victoria Street. Evenings, 57 Murray Street. [1081, 1442, 1298, 1464]
ad-text: FALL AND WINTER GOODS. [1128, 1527, 1250, 1537]
page-number: 1616 [48, 56, 113, 92]
ad-text: Dealer in all kinds of [1394, 1425, 1474, 1436]
ad-text: J. A. TROUTMAN, DENTIST, 250 Spadina Avenue, late of Church Street. Preservation of natural teeth a specialty. All work guaranteed to give satisfaction. Vitalized Air for Painless Extraction. [1075, 430, 1303, 475]
ad-section-heading: Dentistry. [1071, 314, 1308, 331]
ad-gentlemens-goods [1321, 1762, 1548, 1950]
article-paragraph: All names are withheld until the consent of appointees has been obtained. [816, 273, 1057, 298]
ad-gordon [1071, 820, 1308, 886]
shoe-illustration [1355, 1782, 1513, 1887]
article-paragraph: Junior and Intermediate.—"The History of the Reformation," by the Rev. Prof. Withrow. [816, 826, 1057, 852]
ad-text: JAS. PARK & SON, Toronto. [1380, 1226, 1488, 1236]
